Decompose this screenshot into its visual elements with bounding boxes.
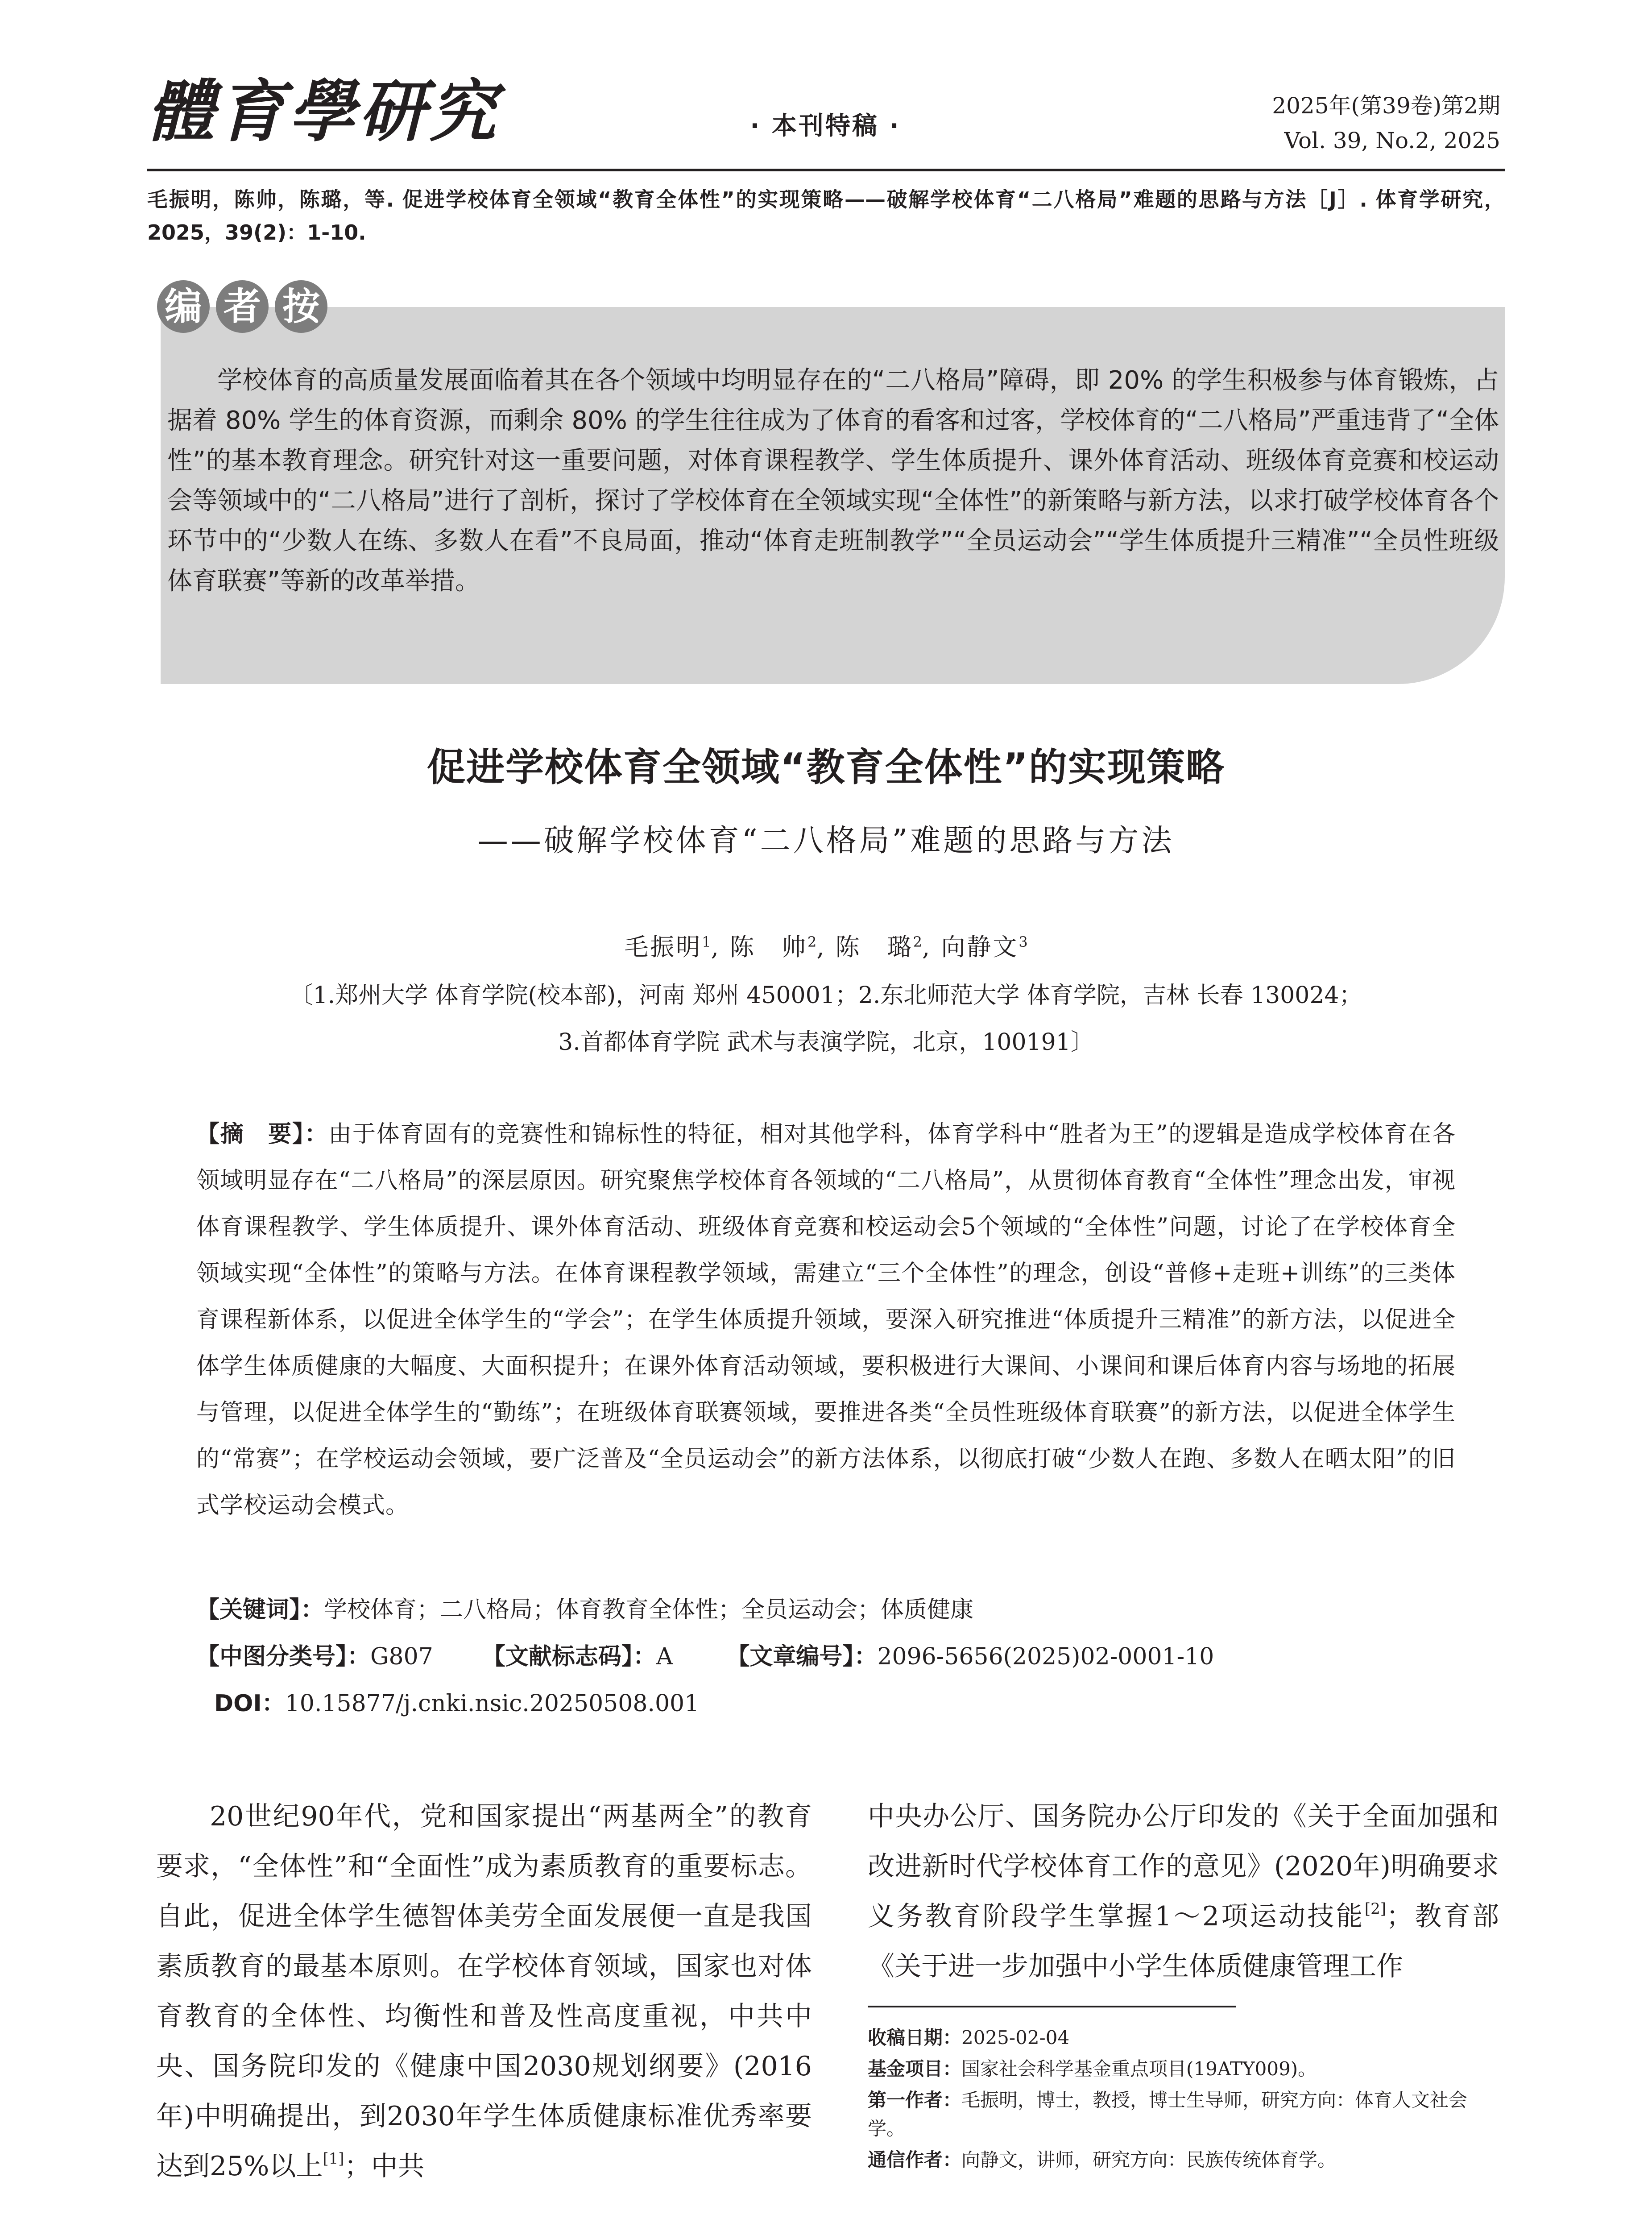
journal-logo: 體育學研究 <box>147 72 500 151</box>
issue-info-cn: 2025年(第39卷)第2期 <box>1272 93 1500 119</box>
body-text: 20世纪90年代，党和国家提出“两基两全”的教育要求，“全体性”和“全面性”成为素质教育的重要标志。自此，促进全体学生德智体美劳全面发展便一直是我国素质教育的最基本原则。在学校体育领域，国家也对体育教育的全体性、均衡性和普及性高度重视，中共中央、国务院印发的《健康中国2030规划纲要》(2016年)中明确提出，到2030年学生体质健康标准优秀率要达到25%以上 <box>156 1801 812 2182</box>
author-affil-mark: 2 <box>807 933 817 950</box>
author-name: 陈 璐 <box>835 933 913 961</box>
body-column-left <box>156 1791 812 2191</box>
footnote-label: 收稿日期： <box>868 2027 962 2049</box>
abstract <box>196 1111 1456 1529</box>
clc-code <box>196 1638 433 1671</box>
issue-info-en: Vol. 39, No.2, 2025 <box>1284 128 1500 153</box>
footnote-label: 通信作者： <box>868 2149 962 2171</box>
badge-char: 者 <box>216 280 269 333</box>
author-affil-mark: 3 <box>1019 933 1028 950</box>
body-text: 中央办公厅、国务院办公厅印发的《关于全面加强和改进新时代学校体育工作的意见》(2020年)明确要求义务教育阶段学生掌握1～2项运动技能 <box>868 1801 1499 1932</box>
badge-char: 编 <box>157 280 210 333</box>
author-list: 毛振明$^1$, 陈 帅$^2$, 陈 璐$^2$, 向静文$^3$ <box>624 933 1028 961</box>
header-rule <box>147 169 1505 171</box>
footnote-label: 第一作者： <box>868 2089 962 2111</box>
footnotes <box>868 2024 1499 2177</box>
footnote-text: 2025-02-04 <box>961 2027 1070 2049</box>
clc-label: 【中图分类号】： <box>196 1643 371 1670</box>
body-paragraph <box>868 1791 1499 1991</box>
footnote-first-author <box>868 2086 1499 2143</box>
author-affil-mark: 1 <box>702 933 711 950</box>
citation: 毛振明，陈帅，陈璐，等. 促进学校体育全领域“教育全体性”的实现策略——破解学校体育“二八格局”难题的思路与方法［J］. 体育学研究，2025，39(2)：1-10. <box>147 187 1505 245</box>
doc-value: A <box>656 1643 673 1670</box>
footnote-text: 国家社会科学基金重点项目(19ATY009)。 <box>961 2058 1317 2080</box>
article-title: 促进学校体育全领域“教育全体性”的实现策略 <box>426 745 1226 790</box>
author-name: 陈 帅 <box>729 933 807 961</box>
art-label: 【文章编号】： <box>726 1643 878 1670</box>
body-column-right <box>868 1791 1499 1991</box>
footnote-received <box>868 2024 1499 2052</box>
doi <box>214 1684 1456 1718</box>
body-text: ；教育部《关于进一步加强中小学生体质健康管理工作 <box>868 1901 1499 1982</box>
doc-label: 【文献标志码】： <box>482 1643 656 1670</box>
abstract-label: 【摘 要】： <box>196 1121 329 1148</box>
footnote-text: 毛振明，博士，教授，博士生导师，研究方向：体育人文社会学。 <box>868 2089 1468 2140</box>
keywords-label: 【关键词】： <box>196 1597 324 1623</box>
clc-value: G807 <box>370 1643 433 1670</box>
footnote-fund <box>868 2055 1499 2083</box>
footnote-rule <box>868 2006 1236 2007</box>
citation-ref[interactable]: [2] <box>1364 1900 1387 1918</box>
column-tag: · 本刊特稿 · <box>750 112 901 141</box>
footnote-corresponding <box>868 2146 1499 2174</box>
citation-ref[interactable]: [1] <box>323 2150 344 2168</box>
editor-note-text: 学校体育的高质量发展面临着其在各个领域中均明显存在的“二八格局”障碍，即 20% 的学生积极参与体育锻炼，占据着 80% 学生的体育资源，而剩余 80% 的学生往往成为了体育的看客和过客，学校体育的“二八格局”严重违背了“全体性”的基本教育理念。研究针对这一重要问题，对体育课程教学、学生体质提升、课外体育活动、班级体育竞赛和校运动会等领域中的“二八格局”进行了剖析，探讨了学校体育在全领域实现“全体性”的新策略与新方法，以求打破学校体育各个环节中的“少数人在练、多数人在看”不良局面，推动“体育走班制教学”“全员运动会”“学生体质提升三精准”“全员性班级体育联赛”等新的改革举措。 <box>167 366 1499 596</box>
author-affil-mark: 2 <box>913 933 923 950</box>
article-number <box>726 1638 1214 1671</box>
body-paragraph <box>156 1791 812 2191</box>
art-value: 2096-5656(2025)02-0001-10 <box>877 1643 1214 1670</box>
author-name: 向静文 <box>941 933 1019 961</box>
keywords-text: 学校体育；二八格局；体育教育全体性；全员运动会；体质健康 <box>324 1597 974 1623</box>
doi-value: 10.15877/j.cnki.nsic.20250508.001 <box>285 1690 700 1717</box>
abstract-text: 由于体育固有的竞赛性和锦标性的特征，相对其他学科，体育学科中“胜者为王”的逻辑是造成学校体育在各领域明显存在“二八格局”的深层原因。研究聚焦学校体育各领域的“二八格局”，从贯彻体育教育“全体性”理念出发，审视体育课程教学、学生体质提升、课外体育活动、班级体育竞赛和校运动会5个领域的“全体性”问题，讨论了在学校体育全领域实现“全体性”的策略与方法。在体育课程教学领域，需建立“三个全体性”的理念，创设“普修+走班+训练”的三类体育课程新体系，以促进全体学生的“学会”；在学生体质提升领域，要深入研究推进“体质提升三精准”的新方法，以促进全体学生体质健康的大幅度、大面积提升；在课外体育活动领域，要积极进行大课间、小课间和课后体育内容与场地的拓展与管理，以促进全体学生的“勤练”；在班级体育联赛领域，要推进各类“全员性班级体育联赛”的新方法，以促进全体学生的“常赛”；在学校运动会领域，要广泛普及“全员运动会”的新方法体系，以彻底打破“少数人在跑、多数人在晒太阳”的旧式学校运动会模式。 <box>196 1121 1456 1519</box>
article-subtitle: ——破解学校体育“二八格局”难题的思路与方法 <box>477 823 1175 858</box>
classification-line <box>196 1638 1456 1671</box>
badge-char: 按 <box>275 280 327 333</box>
footnote-text: 向静文，讲师，研究方向：民族传统体育学。 <box>961 2149 1337 2171</box>
body-text: ；中共 <box>344 2151 425 2182</box>
footnote-label: 基金项目： <box>868 2058 962 2080</box>
doi-label: DOI： <box>214 1690 285 1717</box>
keywords <box>196 1591 1456 1624</box>
editor-note-badge <box>157 280 327 333</box>
affiliation-line: 3.首都体育学院 武术与表演学院，北京，100191〕 <box>558 1029 1094 1056</box>
author-name: 毛振明 <box>624 933 702 961</box>
document-code <box>482 1638 673 1671</box>
affiliation-line: 〔1.郑州大学 体育学院(校本部)，河南 郑州 450001；2.东北师范大学 体育学院，吉林 长春 130024； <box>290 982 1362 1009</box>
